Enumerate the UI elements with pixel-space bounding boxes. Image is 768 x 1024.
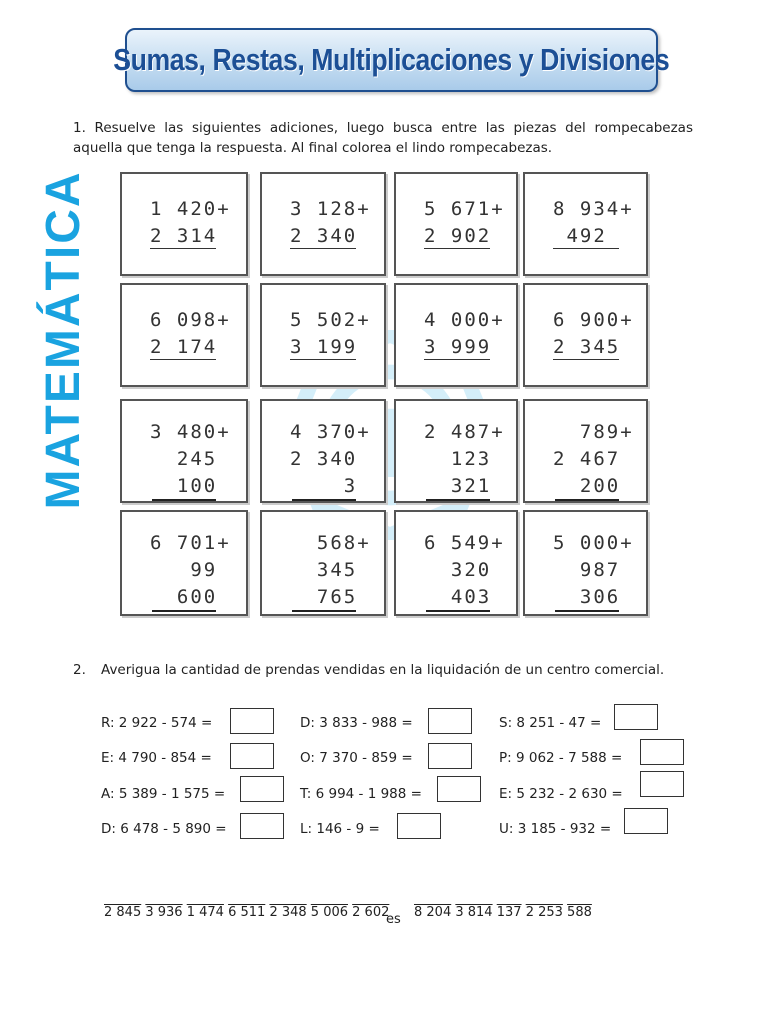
addition-card bbox=[120, 510, 248, 616]
sum-line bbox=[424, 248, 490, 249]
answer-box[interactable] bbox=[640, 771, 684, 797]
answer-box[interactable] bbox=[624, 808, 668, 834]
addition-card bbox=[523, 399, 648, 503]
answer-box[interactable] bbox=[437, 776, 481, 802]
question-2 bbox=[73, 660, 693, 680]
addend: 600 bbox=[150, 586, 218, 608]
addend-top: 6 098+ bbox=[150, 309, 231, 331]
code-number: 2 253 bbox=[525, 905, 563, 920]
addend: 2 314 bbox=[150, 225, 218, 247]
subtraction-problem: T: 6 994 - 1 988 = bbox=[300, 786, 422, 802]
addend-top: 789+ bbox=[553, 421, 634, 443]
addition-card bbox=[260, 172, 386, 276]
sum-line bbox=[553, 359, 619, 360]
question-1-text: 1. Resuelve las siguientes adiciones, luego busca entre las piezas del rompecabezas aquella que tenga la respuesta. Al final colorea el lindo rompecabezas. bbox=[73, 120, 693, 156]
addition-card bbox=[260, 399, 386, 503]
code-number: 588 bbox=[567, 905, 592, 920]
addend: 2 340 bbox=[290, 225, 358, 247]
addend-top: 5 000+ bbox=[553, 532, 634, 554]
code-number: 1 474 bbox=[186, 905, 224, 920]
addend-top: 3 128+ bbox=[290, 198, 371, 220]
subtraction-problem: S: 8 251 - 47 = bbox=[499, 715, 602, 731]
addend-top: 5 502+ bbox=[290, 309, 371, 331]
addend-top: 4 000+ bbox=[424, 309, 505, 331]
addition-card bbox=[394, 510, 518, 616]
subtraction-problem: A: 5 389 - 1 575 = bbox=[101, 786, 226, 802]
sum-line bbox=[555, 499, 619, 501]
answer-box[interactable] bbox=[240, 813, 284, 839]
code-number: 3 936 bbox=[145, 905, 183, 920]
addend: 3 999 bbox=[424, 336, 492, 358]
addition-card bbox=[260, 283, 386, 387]
addend: 2 340 bbox=[290, 448, 358, 470]
answer-box[interactable] bbox=[428, 743, 472, 769]
subtraction-problem: D: 3 833 - 988 = bbox=[300, 715, 413, 731]
addend: 321 bbox=[424, 475, 492, 497]
sum-line bbox=[292, 610, 356, 612]
code-number: 2 348 bbox=[269, 905, 307, 920]
sum-line bbox=[555, 610, 619, 612]
code-number: 137 bbox=[496, 905, 522, 920]
sum-line bbox=[152, 499, 216, 501]
code-number: 2 845 bbox=[104, 905, 142, 920]
addend-top: 1 420+ bbox=[150, 198, 231, 220]
answer-code-left bbox=[104, 905, 389, 920]
code-number: 6 511 bbox=[228, 905, 266, 920]
addition-card bbox=[523, 510, 648, 616]
subtraction-problem: P: 9 062 - 7 588 = bbox=[499, 750, 623, 766]
addend: 492 bbox=[553, 225, 607, 247]
answer-box[interactable] bbox=[428, 708, 472, 734]
addition-grid bbox=[120, 172, 648, 616]
question-2-number: 2. bbox=[73, 662, 86, 678]
code-number: 2 602 bbox=[352, 905, 390, 920]
addend: 100 bbox=[150, 475, 218, 497]
sum-line bbox=[426, 610, 490, 612]
addend: 200 bbox=[553, 475, 621, 497]
sum-line bbox=[426, 499, 490, 501]
sum-line bbox=[150, 248, 216, 249]
code-number: 8 204 bbox=[414, 905, 452, 920]
code-number: 3 814 bbox=[455, 905, 493, 920]
addend: 3 bbox=[290, 475, 358, 497]
addition-card bbox=[120, 172, 248, 276]
subtraction-problem: E: 4 790 - 854 = bbox=[101, 750, 212, 766]
question-2-text: Averigua la cantidad de prendas vendidas en la liquidación de un centro comercial. bbox=[101, 662, 665, 678]
addition-card bbox=[523, 283, 648, 387]
addend: 403 bbox=[424, 586, 492, 608]
answer-box[interactable] bbox=[240, 776, 284, 802]
title-banner bbox=[113, 28, 670, 92]
addend-top: 568+ bbox=[290, 532, 371, 554]
sum-line bbox=[292, 499, 356, 501]
addition-card bbox=[120, 283, 248, 387]
es-word: es bbox=[386, 912, 401, 927]
sum-line bbox=[290, 248, 356, 249]
addend-top: 6 701+ bbox=[150, 532, 231, 554]
sum-line bbox=[553, 248, 619, 249]
addend-top: 3 480+ bbox=[150, 421, 231, 443]
addend-top: 5 671+ bbox=[424, 198, 505, 220]
addend: 2 174 bbox=[150, 336, 218, 358]
answer-code-right bbox=[414, 905, 592, 920]
subtraction-problem: E: 5 232 - 2 630 = bbox=[499, 786, 623, 802]
addend: 2 345 bbox=[553, 336, 621, 358]
addend: 99 bbox=[150, 559, 218, 581]
answer-box[interactable] bbox=[614, 704, 658, 730]
addend: 3 199 bbox=[290, 336, 358, 358]
addend: 245 bbox=[150, 448, 218, 470]
answer-box[interactable] bbox=[397, 813, 441, 839]
page-title: Sumas, Restas, Multiplicaciones y Divisiones bbox=[113, 42, 670, 77]
sum-line bbox=[290, 359, 356, 360]
addition-card bbox=[523, 172, 648, 276]
subtraction-problem: D: 6 478 - 5 890 = bbox=[101, 821, 227, 837]
code-number: 5 006 bbox=[310, 905, 349, 920]
addend: 320 bbox=[424, 559, 492, 581]
side-label: MATEMÁTICA bbox=[37, 170, 90, 510]
sum-line bbox=[150, 359, 216, 360]
subtraction-problem: O: 7 370 - 859 = bbox=[300, 750, 413, 766]
addend-top: 4 370+ bbox=[290, 421, 371, 443]
addend-top: 2 487+ bbox=[424, 421, 505, 443]
addend-top: 8 934+ bbox=[553, 198, 634, 220]
addition-card bbox=[394, 172, 518, 276]
addend: 306 bbox=[553, 586, 621, 608]
addend: 2 467 bbox=[553, 448, 621, 470]
addition-card bbox=[120, 399, 248, 503]
addend: 345 bbox=[290, 559, 358, 581]
subtraction-problem: L: 146 - 9 = bbox=[300, 821, 380, 837]
addend-top: 6 549+ bbox=[424, 532, 505, 554]
sum-line bbox=[424, 359, 490, 360]
addend: 123 bbox=[424, 448, 492, 470]
answer-box[interactable] bbox=[640, 739, 684, 765]
addition-card bbox=[260, 510, 386, 616]
sum-line bbox=[152, 610, 216, 612]
answer-box[interactable] bbox=[230, 708, 274, 734]
addition-card bbox=[394, 283, 518, 387]
addend: 987 bbox=[553, 559, 621, 581]
addend-top: 6 900+ bbox=[553, 309, 634, 331]
subtraction-problem: U: 3 185 - 932 = bbox=[499, 821, 612, 837]
addition-card bbox=[394, 399, 518, 503]
answer-box[interactable] bbox=[230, 743, 274, 769]
addend: 765 bbox=[290, 586, 358, 608]
addend: 2 902 bbox=[424, 225, 492, 247]
subtraction-problem: R: 2 922 - 574 = bbox=[101, 715, 213, 731]
